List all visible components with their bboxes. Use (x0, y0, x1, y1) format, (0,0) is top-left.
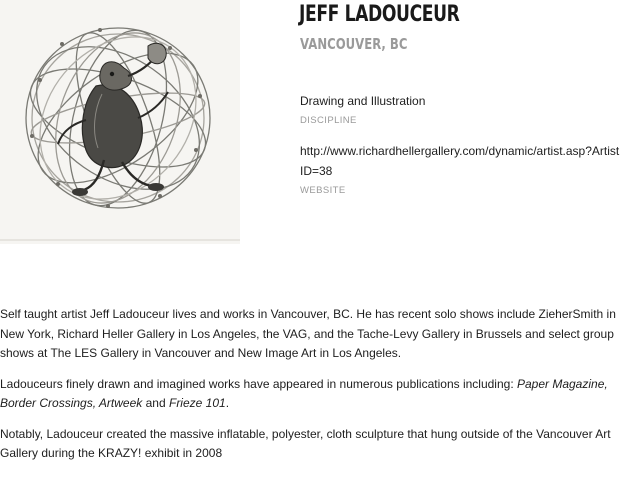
discipline-label: DISCIPLINE (300, 115, 357, 126)
bio-paragraph-2 (0, 375, 628, 414)
artist-location: VANCOUVER, BC (300, 35, 408, 53)
artist-name: JEFF LADOUCEUR (299, 2, 460, 27)
artwork-image (0, 0, 240, 244)
discipline-value: Drawing and Illustration (300, 94, 426, 108)
bio-paragraph-3: Notably, Ladouceur created the massive inflatable, polyester, cloth sculpture that hung outside of the Vancouver Art Gallery during the KRAZY! exhibit in 2008 (0, 426, 611, 460)
bio-paragraph-2-end: . (225, 396, 230, 410)
bio-paragraph-1: Self taught artist Jeff Ladouceur lives and works in Vancouver, BC. He has recent solo shows include ZieherSmith in New York, Richard Heller Gallery in Los Angeles, the VAG, and the Tache-Levy Gallery in Brussels and select group shows at The LES Gallery in Vancouver and New Image Art in Los Angeles. (0, 307, 616, 360)
website-link[interactable]: http://www.richardhellergallery.com/dynamic/artist.asp?ArtistID=38 (300, 144, 620, 178)
artist-bio (0, 305, 628, 475)
bio-paragraph-2-and: and (142, 396, 169, 410)
publication-frieze: Frieze 101 (168, 396, 226, 410)
website-label: WEBSITE (300, 185, 346, 196)
publication-list: Paper Magazine, Border Crossings, Artweek (0, 376, 608, 410)
bio-paragraph-2-lead: Ladouceurs finely drawn and imagined works have appeared in numerous publications including: (0, 376, 517, 391)
